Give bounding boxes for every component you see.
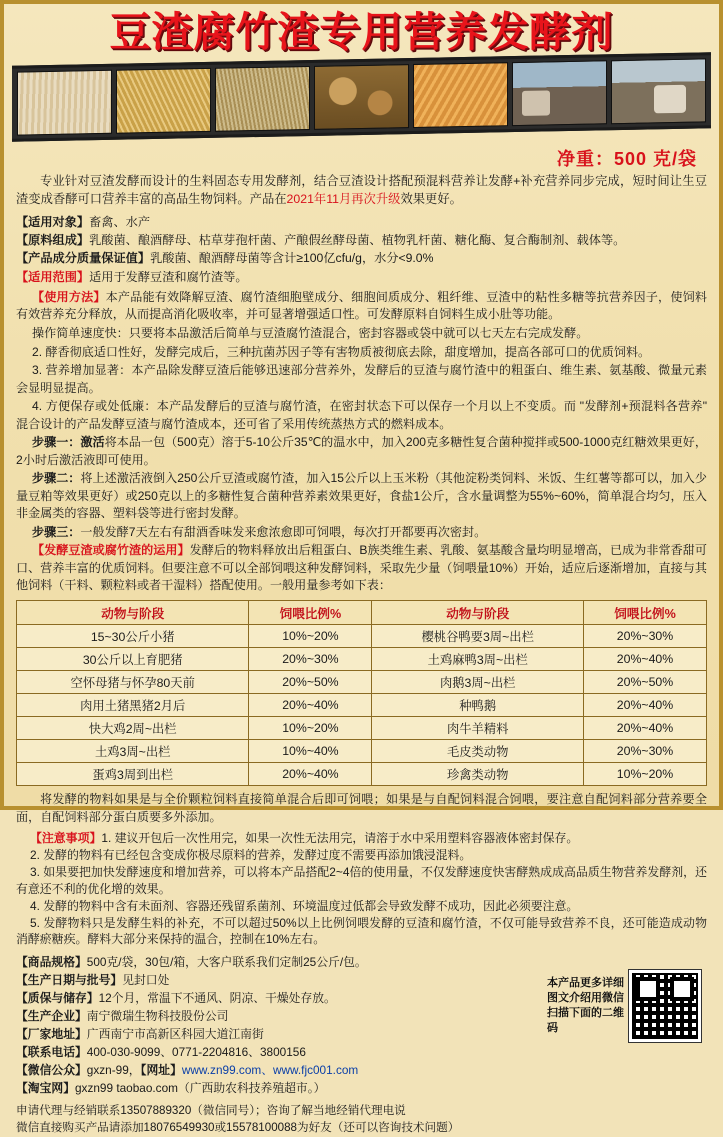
table-header-cell: 饲喂比例% <box>249 600 372 624</box>
photo-thumbnail <box>314 64 409 130</box>
table-header-cell: 动物与阶段 <box>372 600 584 624</box>
footer-value: 12个月，常温下不通风、阴凉、干燥处存放。 <box>98 991 336 1006</box>
after-table-note: 将发酵的物料如果是与全价颗粒饲料直接简单混合后即可饲喂；如果是与自配饲料混合饲喂，要注意自配饲料部分营养要全面，自配饲料部分蛋白质要多外添加。 <box>16 791 707 824</box>
footer-value: gxzn-99， <box>86 1062 141 1077</box>
table-cell: 土鸡麻鸭3周~出栏 <box>372 647 584 670</box>
step-1-text: 将本品一包（500克）溶于5-10公斤35℃的温水中，加入200克多糖性复合菌种搅拌或500-1000克红糖效果更好，2小时后激活液即可使用。 <box>16 435 707 467</box>
usage-paragraph: 本产品能有效降解豆渣、腐竹渣细胞壁成分、细胞间质成分、粗纤维、豆渣中的粘性多糖等抗营养因子，使饲料有效营养充分释放，从而提高消化吸收率，并可显著增强适口性。可发酵原料自饲料生成小肚等功能。 <box>16 289 707 322</box>
spec-item-scope <box>16 268 707 286</box>
usage-point-2: 2. 酵香彻底适口性好，发酵完成后，三种抗菌苏因子等有害物质被彻底去除，甜度增加，提高各部可口的优质饲料。 <box>32 344 651 359</box>
table-row <box>17 762 707 785</box>
table-cell: 10%~20% <box>583 762 706 785</box>
intro-highlight: 2021年11月再次升级 <box>286 191 401 206</box>
photo-thumbnail <box>413 62 508 128</box>
intro-text-1: 专业针对豆渣发酵而设计的生料固态专用发酵剂，结合豆渣设计搭配预混料营养让发酵+补充营养同步完成，短时间让生豆渣变成香酵可口营养丰富的高品生物饲料。产品在 <box>16 174 707 206</box>
intro-text-2: 效果更好。 <box>400 191 462 206</box>
usage-section <box>16 289 707 595</box>
step-2-text: 将上述激活液倒入250公斤豆渣或腐竹渣，加入15公斤以上玉米粉（其他淀粉类饲料、米饭、生红薯等都可以，加入少量豆粕等效果更好）或250克以上的多糖性复合菌种营养素效果更好，食盐1公斤，含水量调整为55%~60%，简单混合均匀，压入非金属类的容器、塑料袋等进行密封发酵。 <box>16 471 707 521</box>
cautions-item: 4. 发酵的物料中含有未面剂、容器还残留系菌剂、环境温度过低都会导致发酵不成功，因此必须要注意。 <box>30 898 579 913</box>
table-header-cell: 动物与阶段 <box>17 600 249 624</box>
table-cell: 20%~40% <box>249 762 372 785</box>
footer-label: 【商品规格】 <box>16 955 87 970</box>
cautions-item: 3. 如果要把加快发酵速度和增加营养，可以将本产品搭配2~4倍的使用量，不仅发酵速度快害酵熟成成高品质生物营养发酵剂，还有意还不利的优化增的效果。 <box>16 864 707 896</box>
table-row <box>17 716 707 739</box>
usage-point-1: 操作简单速度快：只要将本品激活后简单与豆渣腐竹渣混合，密封容器或袋中就可以七天左右完成发酵。 <box>32 326 589 340</box>
table-row <box>17 693 707 716</box>
photo-thumbnail <box>611 58 706 124</box>
spec-item-ingredients <box>16 231 707 249</box>
table-cell: 珍禽类动物 <box>372 762 584 785</box>
cautions-item <box>16 830 707 847</box>
spec-item-assay <box>16 249 707 267</box>
footer-row-wechat-web <box>16 1062 709 1080</box>
table-row <box>17 647 707 670</box>
footer-label: 【生产企业】 <box>16 1009 87 1024</box>
footer-row-taobao <box>16 1080 709 1098</box>
footer-value: gxzn99 taobao.com（广西助农科技养殖超市。） <box>75 1080 326 1095</box>
footer-label: 【微信公众】 <box>16 1062 87 1077</box>
table-row <box>17 624 707 647</box>
step-1-label: 步骤一：激活 <box>32 435 105 450</box>
spec-value: 适用于发酵豆渣和腐竹渣等。 <box>89 269 248 284</box>
table-cell: 10%~20% <box>249 624 372 647</box>
table-cell: 20%~40% <box>583 716 706 739</box>
usage-step-1 <box>16 434 707 469</box>
spec-label: 【原料组成】 <box>16 233 90 248</box>
footer-label: 【淘宝网】 <box>16 1080 75 1095</box>
step-3-text: 一般发酵7天左右有甜酒香味发来愈浓愈即可饲喂，每次打开都要再次密封。 <box>80 524 487 539</box>
page-title: 豆渣腐竹渣专用营养发酵剂 <box>109 8 614 56</box>
spec-value: 乳酸菌、酿酒酵母菌等含计≥100亿cfu/g，水分<9.0% <box>150 251 434 266</box>
qr-code-note: 本产品更多详细图文介绍用微信扫描下面的二维码 <box>547 977 624 1034</box>
table-cell: 樱桃谷鸭要3周~出栏 <box>372 624 584 647</box>
table-cell: 20%~30% <box>583 624 706 647</box>
usage-point-3: 3. 营养增加显著：本产品除发酵豆渣后能够迅速部分营养外，发酵后的豆渣与腐竹渣中的粗蛋白、维生素、氨基酸、微量元素会显明显提高。 <box>16 363 707 395</box>
table-cell: 30公斤以上育肥猪 <box>17 647 249 670</box>
footer-website[interactable]: www.zn99.com、www.fjc001.com <box>181 1062 359 1077</box>
table-cell: 20%~30% <box>583 739 706 762</box>
footer-label: 【质保与储存】 <box>16 991 99 1006</box>
application-label: 【发酵豆渣或腐竹渣的运用】 <box>32 543 190 558</box>
product-photo-strip <box>12 52 711 141</box>
footer-value: 500克/袋，30包/箱，大客户联系我们定制25公斤/包。 <box>86 955 367 970</box>
cautions-text: 1. 建议开包后一次性用完，如果一次性无法用完，请溶于水中采用塑料容器液体密封保存。 <box>101 831 579 846</box>
table-cell: 肉鹅3周~出栏 <box>372 670 584 693</box>
photo-thumbnail <box>17 70 112 136</box>
table-cell: 20%~40% <box>583 693 706 716</box>
table-cell: 蛋鸡3周到出栏 <box>17 762 249 785</box>
table-cell: 肉牛羊精料 <box>372 716 584 739</box>
qr-code-icon[interactable] <box>629 970 701 1042</box>
table-cell: 毛皮类动物 <box>372 739 584 762</box>
footer-value: 见封口处 <box>122 973 170 988</box>
table-cell: 种鸭鹅 <box>372 693 584 716</box>
agent-contact-line-2: 微信直接购买产品请添加18076549930或15578100088为好友（还可以咨询技术问题） <box>16 1121 460 1135</box>
spec-label: 【适用范围】 <box>16 269 90 284</box>
footer-value: 400-030-9099、0771-2204816、3800156 <box>86 1044 306 1059</box>
footer-label: 【厂家地址】 <box>16 1027 87 1042</box>
cautions-section <box>16 830 707 948</box>
footer-value: 南宁微瑞生物科技股份公司 <box>86 1009 229 1024</box>
table-row <box>17 739 707 762</box>
usage-step-3 <box>16 524 707 542</box>
table-cell: 10%~20% <box>249 716 372 739</box>
spec-label: 【适用对象】 <box>16 214 90 229</box>
photo-thumbnail <box>215 66 310 132</box>
table-cell: 空怀母猪与怀孕80天前 <box>17 670 249 693</box>
agent-contact-line-1: 申请代理与经销联系13507889320（微信同号）；咨询了解当地经销代理电说 <box>16 1103 406 1117</box>
table-row <box>17 670 707 693</box>
spec-item-target <box>16 213 707 231</box>
table-cell: 20%~40% <box>249 693 372 716</box>
footer-label-2: 【网址】 <box>140 1062 182 1077</box>
cautions-item: 5. 发酵物料只是发酵生料的补充，不可以超过50%以上比例饲喂发酵的豆渣和腐竹渣，不仅可能导致营养不良，还可能造成动物消酵瘀糖疾。酵料大部分来保持的温合，控制在10%左右。 <box>16 915 707 947</box>
table-cell: 15~30公斤小猪 <box>17 624 249 647</box>
photo-thumbnail <box>116 68 211 134</box>
table-header-cell: 饲喂比例% <box>583 600 706 624</box>
table-cell: 20%~40% <box>583 647 706 670</box>
usage-label: 【使用方法】 <box>32 289 106 304</box>
photo-thumbnail <box>512 60 607 126</box>
footer-section <box>16 954 709 1097</box>
footer-label: 【生产日期与批号】 <box>16 973 123 988</box>
table-cell: 20%~50% <box>249 670 372 693</box>
table-cell: 10%~40% <box>249 739 372 762</box>
cautions-label: 【注意事项】 <box>30 831 102 846</box>
footer-row-phone <box>16 1044 709 1062</box>
application-text: 发酵后的物料释放出后粗蛋白、B族类维生素、乳酸、氨基酸含量均明显增高，已成为非常香甜可口、营养丰富的优质饲料。但要注意不可以全部饲喂这种发酵饲料，采取先少量（饲喂量10%）开始，适应后逐渐增加，直接与其他饲料（干料、颗粒料或者干湿料）搭配使用。一般用量参考如下表： <box>16 543 707 593</box>
dosage-table <box>16 600 707 786</box>
usage-step-2 <box>16 470 707 523</box>
usage-point-4: 4. 方便保存或处低廉：本产品发酵后的豆渣与腐竹渣，在密封状态下可以保存一个月以上不变质。而 "发酵剂+预混料各营养" 混合设计的产品发酵豆渣与腐竹渣成本，还可省了采用传统蒸热方式的燃料成本。 <box>16 399 707 431</box>
table-cell: 20%~50% <box>583 670 706 693</box>
spec-value: 畜禽、水产 <box>89 214 151 229</box>
spec-label: 【产品成分质量保证值】 <box>16 251 151 266</box>
table-header-row <box>17 600 707 624</box>
footer-value: 广西南宁市高新区科园大道江南街 <box>86 1027 264 1042</box>
title-banner <box>8 10 715 55</box>
footer-label: 【联系电话】 <box>16 1044 87 1059</box>
step-3-label: 步骤三： <box>32 524 81 539</box>
footer-row-spec <box>16 954 709 972</box>
spec-list <box>16 213 707 286</box>
table-cell: 快大鸡2周~出栏 <box>17 716 249 739</box>
cautions-item: 2. 发酵的物料有已经包含变成你极尽原料的营养，发酵过度不需要再添加饿浸混料。 <box>30 847 472 862</box>
usage-application <box>16 542 707 595</box>
usage-intro <box>16 289 707 324</box>
step-2-label: 步骤二： <box>32 471 81 486</box>
table-cell: 土鸡3周~出栏 <box>17 739 249 762</box>
spec-value: 乳酸菌、酿酒酵母、枯草芽孢杆菌、产酿假丝酵母菌、植物乳杆菌、糖化酶、复合酶制剂、载体等。 <box>89 233 626 248</box>
table-cell: 肉用土猪黑猪2月后 <box>17 693 249 716</box>
table-cell: 20%~30% <box>249 647 372 670</box>
product-intro <box>16 173 707 209</box>
agent-contact-section <box>16 1102 707 1137</box>
net-weight-label: 净重：500 克/袋 <box>556 149 697 170</box>
